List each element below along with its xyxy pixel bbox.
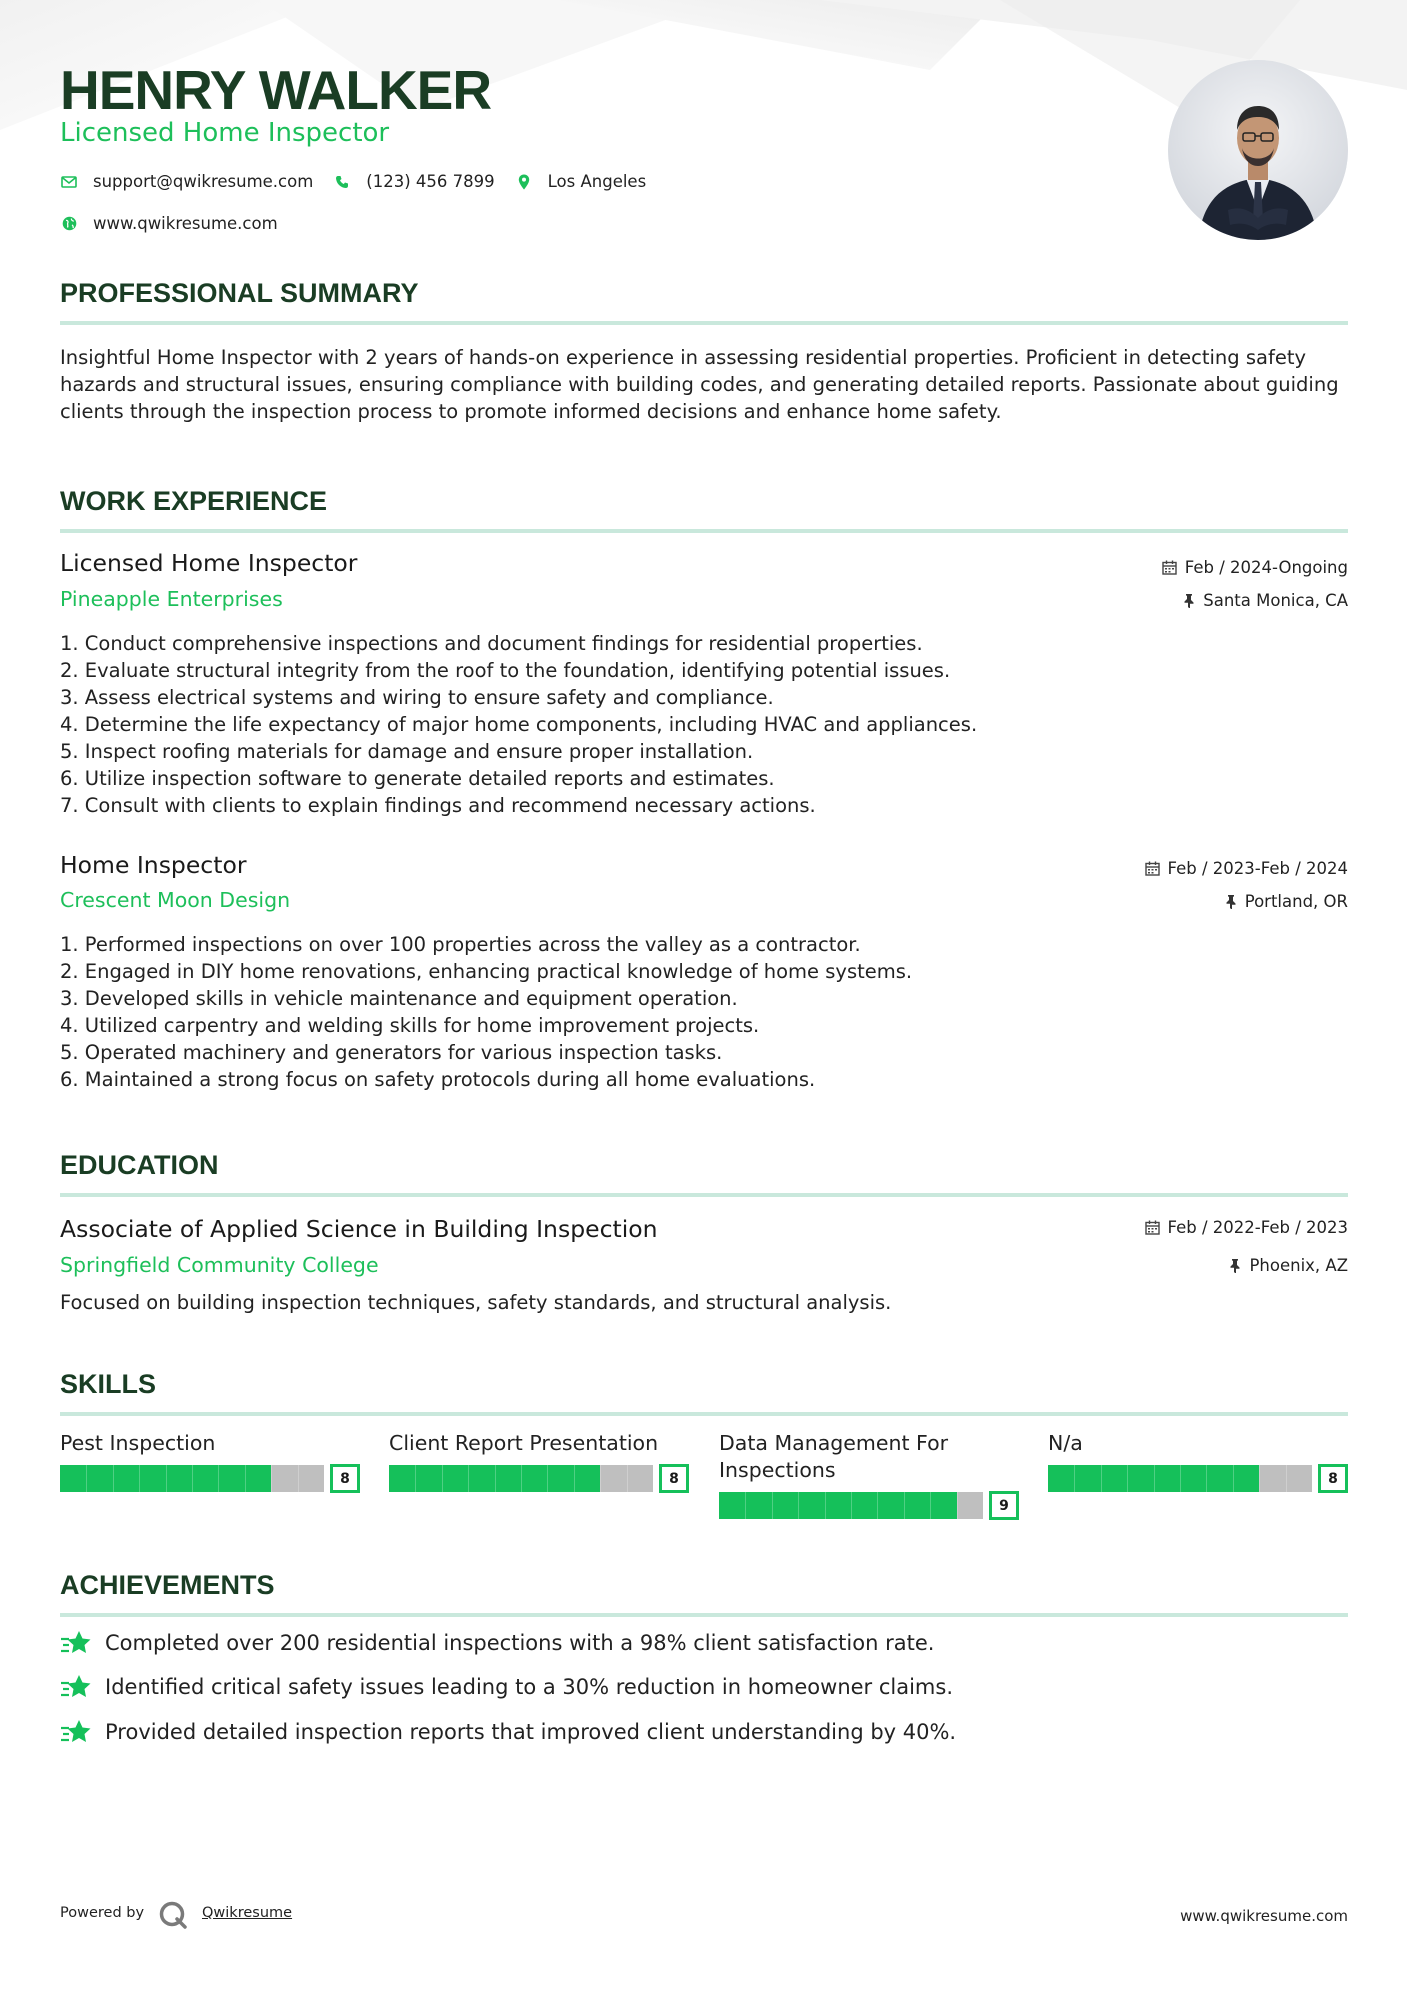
skill-bar-segment xyxy=(139,1465,140,1492)
skill-bar-segment xyxy=(904,1492,905,1519)
pushpin-icon xyxy=(1229,1258,1241,1273)
skill-bar-segment xyxy=(442,1465,443,1492)
skill-bar-segment xyxy=(1154,1465,1155,1492)
skill-bar-segment xyxy=(1127,1465,1128,1492)
skill-bar-segment xyxy=(772,1492,773,1519)
skill-bar-segment xyxy=(957,1492,958,1519)
skill-level-badge: 9 xyxy=(989,1491,1019,1520)
powered-by-label: Powered by xyxy=(60,1905,145,1921)
list-item: 1. Conduct comprehensive inspections and document findings for residential properties. xyxy=(60,632,923,655)
job-location: Santa Monica, CA xyxy=(1183,591,1348,610)
profile-photo xyxy=(1168,60,1348,240)
skill-level-badge: 8 xyxy=(659,1464,689,1493)
calendar-icon xyxy=(1162,560,1177,575)
pushpin-icon xyxy=(1225,894,1237,909)
skill-item xyxy=(1048,1430,1348,1493)
job-location: Portland, OR xyxy=(1225,892,1348,911)
skill-bar-segment xyxy=(877,1492,878,1519)
pushpin-icon xyxy=(1183,593,1195,608)
list-item: 6. Maintained a strong focus on safety protocols during all home evaluations. xyxy=(60,1068,816,1091)
contact-email[interactable]: support@qwikresume.com xyxy=(60,172,313,191)
list-item: 4. Utilized carpentry and welding skills for home improvement projects. xyxy=(60,1014,760,1037)
skill-bar-segment xyxy=(192,1465,193,1492)
job-title: Licensed Home Inspector xyxy=(60,549,358,577)
skill-bar-segment xyxy=(1180,1465,1181,1492)
section-title-skills: SKILLS xyxy=(60,1369,1348,1416)
envelope-icon xyxy=(60,173,78,191)
skill-level-bar xyxy=(60,1464,360,1493)
list-item: 1. Performed inspections on over 100 properties across the valley as a contractor. xyxy=(60,933,861,956)
skill-name: Data Management For Inspections xyxy=(719,1431,949,1482)
skill-bar-segment xyxy=(627,1465,628,1492)
qwikresume-link[interactable]: Qwikresume xyxy=(202,1905,293,1921)
star-icon xyxy=(60,1719,92,1745)
list-item: 5. Inspect roofing materials for damage and ensure proper installation. xyxy=(60,740,754,763)
footer xyxy=(60,1900,1348,1930)
skill-level-bar xyxy=(719,1491,1019,1520)
contact-website[interactable]: www.qwikresume.com xyxy=(60,214,278,233)
list-item: 2. Engaged in DIY home renovations, enhancing practical knowledge of home systems. xyxy=(60,960,913,983)
education-location: Phoenix, AZ xyxy=(1229,1256,1348,1275)
skill-bar-segment xyxy=(245,1465,246,1492)
skill-bar-segment xyxy=(415,1465,416,1492)
skill-bar-segment xyxy=(1286,1465,1287,1492)
skill-item xyxy=(60,1430,360,1493)
skill-bar-segment xyxy=(930,1492,931,1519)
star-icon xyxy=(60,1674,92,1700)
skill-bar-segment xyxy=(218,1465,219,1492)
school-name: Springfield Community College xyxy=(60,1253,379,1277)
skill-bar-segment xyxy=(495,1465,496,1492)
achievement-item: Provided detailed inspection reports that improved client understanding by 40%. xyxy=(60,1719,956,1745)
list-item: 3. Developed skills in vehicle maintenance and equipment operation. xyxy=(60,987,738,1010)
contact-row-2 xyxy=(60,214,298,233)
section-title-achievements: ACHIEVEMENTS xyxy=(60,1570,1348,1617)
job-dates: Feb / 2023-Feb / 2024 xyxy=(1145,859,1348,878)
map-pin-icon xyxy=(515,173,533,191)
achievement-item: Identified critical safety issues leading to a 30% reduction in homeowner claims. xyxy=(60,1674,953,1700)
list-item: 2. Evaluate structural integrity from the roof to the foundation, identifying potential issues. xyxy=(60,659,951,682)
summary-text: Insightful Home Inspector with 2 years of hands-on experience in assessing residential properties. Proficient in detecting safety hazards and structural issues, ensuring compliance with building codes, and generating detailed reports. Passionate about guiding clients through the inspection process to promote informed decisions and enhance home safety. xyxy=(60,346,1339,423)
skill-level-fill xyxy=(719,1492,957,1519)
calendar-icon xyxy=(1145,1220,1160,1235)
list-item: 5. Operated machinery and generators for various inspection tasks. xyxy=(60,1041,723,1064)
contact-row-1 xyxy=(60,172,666,191)
skill-bar-segment xyxy=(600,1465,601,1492)
skill-level-badge: 8 xyxy=(330,1464,360,1493)
candidate-role: Licensed Home Inspector xyxy=(60,118,390,148)
company-name: Crescent Moon Design xyxy=(60,888,291,912)
contact-phone[interactable]: (123) 456 7899 xyxy=(333,172,494,191)
skill-bar-segment xyxy=(521,1465,522,1492)
skill-name: N/a xyxy=(1048,1431,1083,1455)
skill-bar-segment xyxy=(113,1465,114,1492)
achievement-item: Completed over 200 residential inspections with a 98% client satisfaction rate. xyxy=(60,1630,934,1656)
candidate-name: HENRY WALKER xyxy=(60,59,492,121)
skill-level-bar xyxy=(389,1464,689,1493)
skill-name: Pest Inspection xyxy=(60,1431,216,1455)
globe-icon xyxy=(60,215,78,233)
footer-website[interactable]: www.qwikresume.com xyxy=(1180,1907,1348,1925)
job-responsibilities xyxy=(60,630,1348,819)
star-icon xyxy=(60,1630,92,1656)
skill-bar-segment xyxy=(798,1492,799,1519)
skill-bar-segment xyxy=(1206,1465,1207,1492)
skill-item xyxy=(719,1430,1019,1520)
degree-title: Associate of Applied Science in Building Inspection xyxy=(60,1215,658,1243)
skill-bar-segment xyxy=(851,1492,852,1519)
education-description: Focused on building inspection techniques, safety standards, and structural analysis. xyxy=(60,1291,892,1314)
skill-bar-segment xyxy=(298,1465,299,1492)
list-item: 3. Assess electrical systems and wiring to ensure safety and compliance. xyxy=(60,686,774,709)
list-item: 6. Utilize inspection software to generate detailed reports and estimates. xyxy=(60,767,775,790)
education-dates: Feb / 2022-Feb / 2023 xyxy=(1145,1218,1348,1237)
job-responsibilities xyxy=(60,931,1348,1093)
skill-bar-segment xyxy=(468,1465,469,1492)
company-name: Pineapple Enterprises xyxy=(60,587,283,611)
contact-location: Los Angeles xyxy=(515,172,647,191)
skill-bar-segment xyxy=(1101,1465,1102,1492)
skill-bar-segment xyxy=(1074,1465,1075,1492)
section-title-summary: PROFESSIONAL SUMMARY xyxy=(60,278,1348,325)
qwikresume-logo-icon xyxy=(158,1900,188,1930)
skill-bar-segment xyxy=(745,1492,746,1519)
skill-bar-segment xyxy=(1233,1465,1234,1492)
job-dates: Feb / 2024-Ongoing xyxy=(1162,558,1348,577)
skill-bar-segment xyxy=(547,1465,548,1492)
skill-bar-segment xyxy=(271,1465,272,1492)
skill-bar-segment xyxy=(1259,1465,1260,1492)
skill-bar-segment xyxy=(166,1465,167,1492)
skill-bar-segment xyxy=(86,1465,87,1492)
skill-name: Client Report Presentation xyxy=(389,1431,659,1455)
skill-item xyxy=(389,1430,689,1493)
skill-bar-segment xyxy=(825,1492,826,1519)
job-title: Home Inspector xyxy=(60,851,247,879)
list-item: 7. Consult with clients to explain findings and recommend necessary actions. xyxy=(60,794,816,817)
section-title-education: EDUCATION xyxy=(60,1150,1348,1197)
phone-icon xyxy=(333,173,351,191)
skill-level-badge: 8 xyxy=(1318,1464,1348,1493)
calendar-icon xyxy=(1145,861,1160,876)
skill-bar-segment xyxy=(574,1465,575,1492)
list-item: 4. Determine the life expectancy of major home components, including HVAC and appliances. xyxy=(60,713,978,736)
section-title-experience: WORK EXPERIENCE xyxy=(60,486,1348,533)
skill-level-bar xyxy=(1048,1464,1348,1493)
